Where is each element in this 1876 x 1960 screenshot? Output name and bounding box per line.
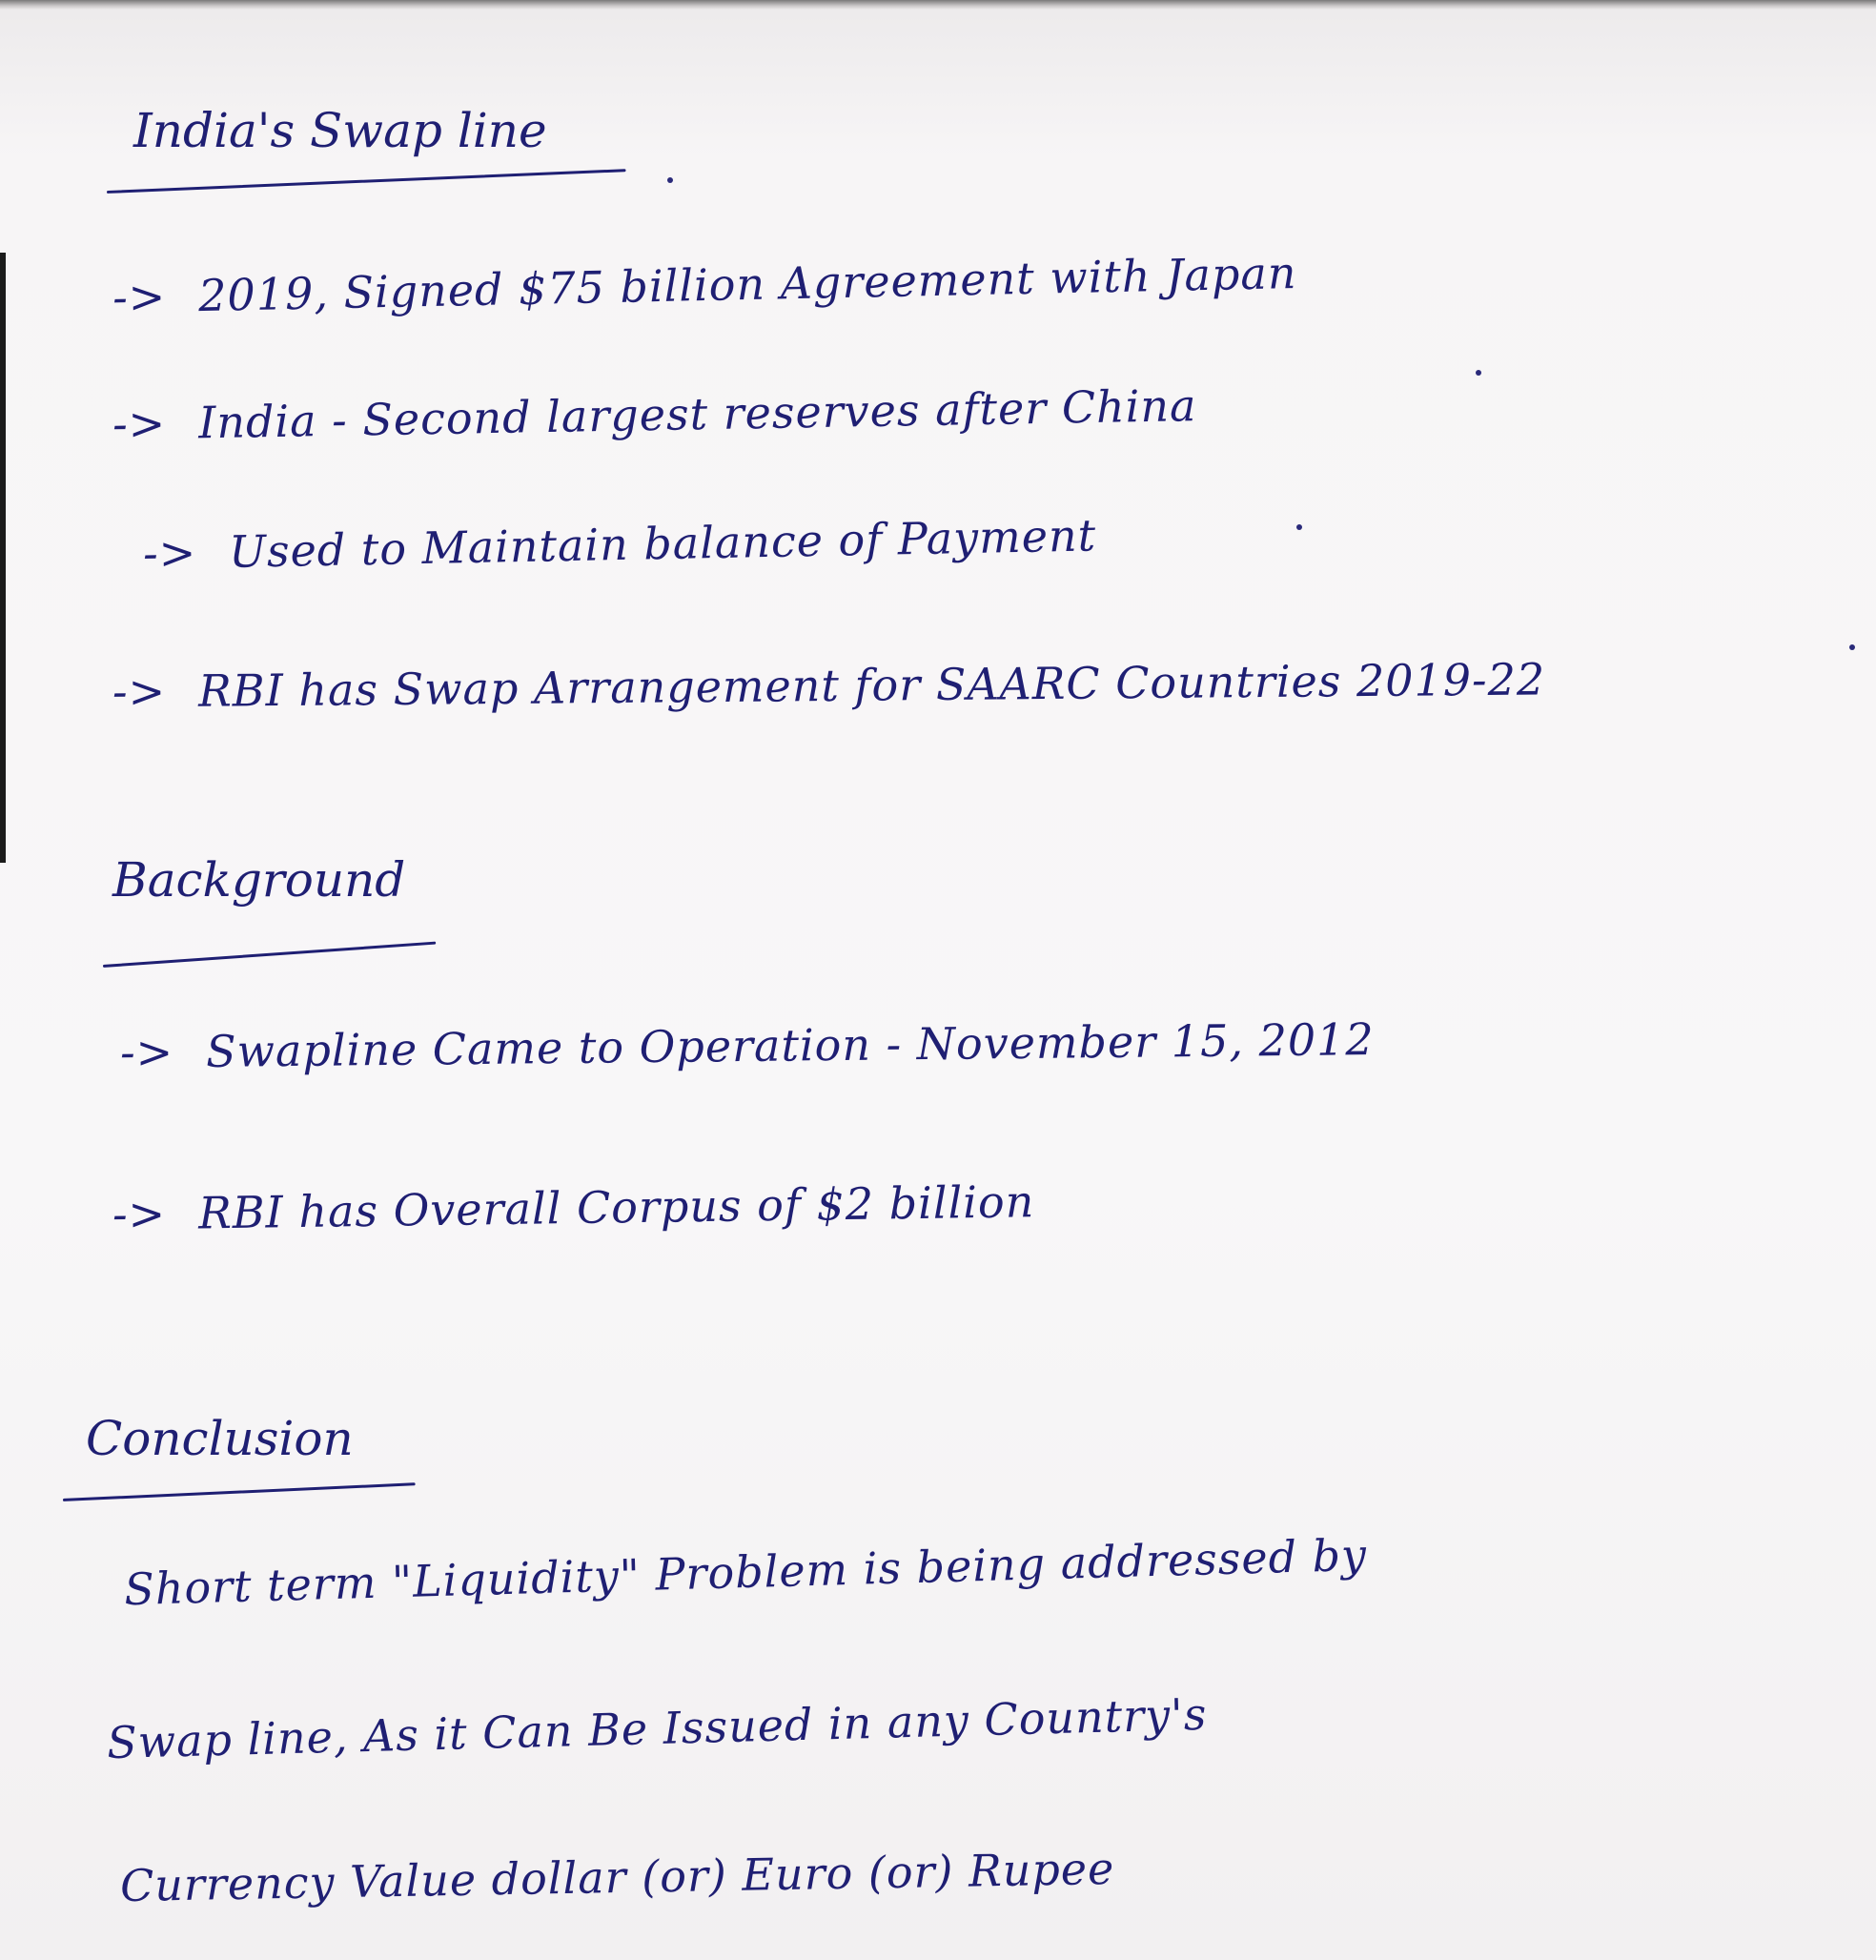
- section-heading-underline: [63, 1482, 416, 1501]
- note-text: Swapline Came to Operation - November 15, 2012: [205, 1013, 1375, 1077]
- note-line: [112, 246, 1297, 324]
- section-heading-swap-line: India's Swap line: [133, 103, 547, 158]
- arrow-icon: ->: [112, 270, 167, 324]
- conclusion-line: Swap line, As it Can Be Issued in any Country's: [106, 1687, 1208, 1769]
- paper-top-edge: [0, 0, 1876, 10]
- arrow-icon: ->: [119, 1026, 174, 1078]
- note-text: 2019, Signed $75 billion Agreement with Japan: [197, 246, 1297, 322]
- arrow-icon: ->: [112, 1187, 167, 1240]
- note-line: [142, 509, 1097, 580]
- paper-left-edge: [0, 253, 6, 863]
- ink-dot: [1849, 644, 1855, 650]
- ink-dot: [1476, 370, 1481, 376]
- note-line: [112, 1175, 1035, 1240]
- note-text: Used to Maintain balance of Payment: [228, 509, 1097, 578]
- arrow-icon: ->: [112, 397, 167, 450]
- arrow-icon: ->: [142, 526, 197, 580]
- conclusion-line: Currency Value dollar (or) Euro (or) Rupee: [119, 1842, 1115, 1912]
- ink-dot: [1296, 524, 1302, 530]
- section-heading-underline: [103, 942, 436, 968]
- note-text: RBI has Swap Arrangement for SAARC Countries 2019-22: [197, 653, 1546, 717]
- arrow-icon: ->: [112, 665, 167, 718]
- note-line: [112, 653, 1546, 718]
- section-heading-underline: [107, 169, 626, 194]
- note-text: India - Second largest reserves after China: [197, 379, 1197, 449]
- section-heading-conclusion: Conclusion: [86, 1411, 354, 1466]
- note-text: RBI has Overall Corpus of $2 billion: [197, 1175, 1035, 1239]
- note-line: [112, 379, 1197, 450]
- ink-dot: [667, 177, 673, 183]
- conclusion-line: Short term "Liquidity" Problem is being addressed by: [123, 1528, 1368, 1616]
- section-heading-background: Background: [112, 852, 406, 908]
- note-line: [119, 1013, 1375, 1078]
